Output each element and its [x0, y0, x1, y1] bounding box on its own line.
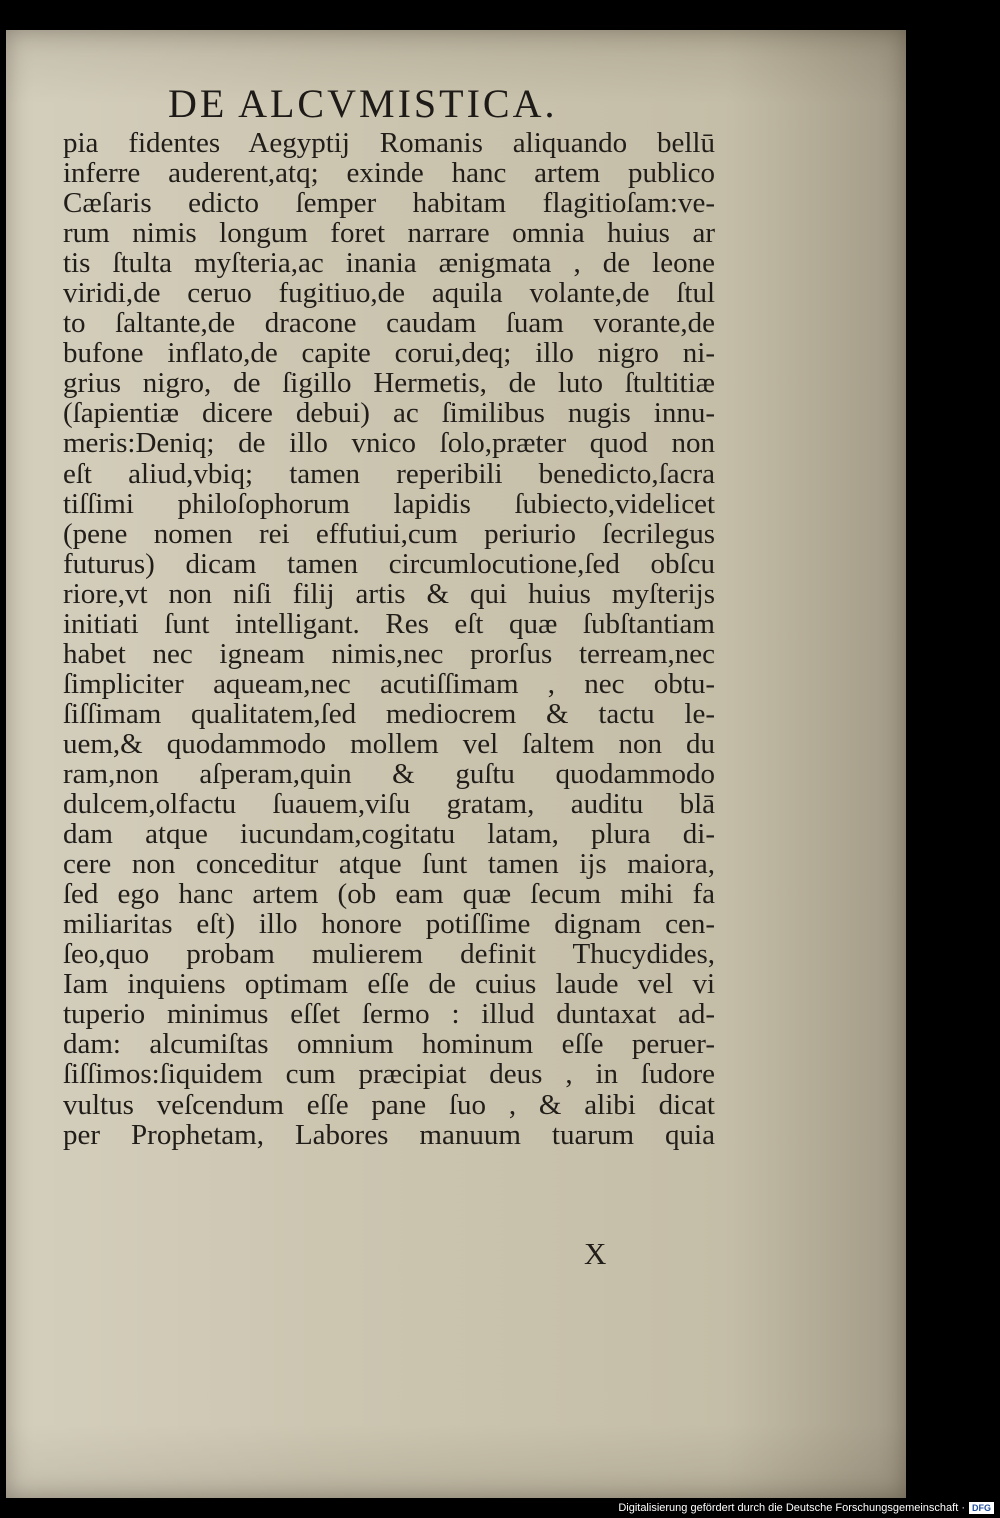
book-page — [6, 30, 906, 1498]
text-line: to ſaltante,de dracone caudam ſuam vorante,de — [63, 308, 715, 339]
text-line: riore,vt non niſi filij artis & qui huius myſterijs — [63, 578, 715, 609]
text-line: (pene nomen rei effutiui,cum periurio ſecrilegus — [63, 518, 715, 549]
signature-mark: X — [584, 1236, 607, 1271]
text-line: ſimpliciter aqueam,nec acutiſſimam , nec obtu- — [63, 668, 715, 699]
text-line: pia fidentes Aegyptij Romanis aliquando bellū — [63, 128, 715, 159]
text-line: habet nec igneam nimis,nec prorſus terream,nec — [63, 638, 715, 669]
text-line: dulcem,olfactu ſuauem,viſu gratam, auditu blā — [63, 789, 715, 820]
text-line: meris:Deniq; de illo vnico ſolo,præter quod non — [63, 428, 715, 459]
text-line: rum nimis longum foret narrare omnia huius ar — [63, 218, 715, 249]
body-text — [63, 128, 715, 1150]
text-line: dam: alcumiſtas omnium hominum eſſe peruer- — [63, 1029, 715, 1060]
text-line: dam atque iucundam,cogitatu latam, plura di- — [63, 819, 715, 850]
text-line: ſiſſimos:ſiquidem cum præcipiat deus , in ſudore — [63, 1059, 715, 1090]
text-line: futurus) dicam tamen circumlocutione,ſed obſcu — [63, 548, 715, 579]
text-line: tis ſtulta myſteria,ac inania ænigmata , de leone — [63, 248, 715, 279]
text-line: ſiſſimam qualitatem,ſed mediocrem & tactu le- — [63, 698, 715, 729]
text-line: ram,non aſperam,quin & guſtu quodammodo — [63, 758, 715, 790]
text-line: viridi,de ceruo fugitiuo,de aquila volante,de ſtul — [63, 278, 715, 309]
dfg-logo-icon: DFG — [969, 1502, 994, 1514]
text-line: vultus veſcendum eſſe pane ſuo , & alibi dicat — [63, 1089, 715, 1120]
text-line: Cæſaris edicto ſemper habitam flagitioſam:ve- — [63, 188, 715, 219]
text-line: tiſſimi philoſophorum lapidis ſubiecto,videlicet — [63, 488, 715, 519]
text-line: per Prophetam, Labores manuum tuarum quia — [63, 1119, 715, 1150]
text-line: initiati ſunt intelligant. Res eſt quæ ſubſtantiam — [63, 608, 715, 639]
text-line: inferre auderent,atq; exinde hanc artem publico — [63, 158, 715, 189]
text-line: tuperio minimus eſſet ſermo : illud duntaxat ad- — [63, 999, 715, 1030]
text-line: (ſapientiæ dicere debui) ac ſimilibus nugis innu- — [63, 398, 715, 429]
text-line: grius nigro, de ſigillo Hermetis, de luto ſtultitiæ — [63, 368, 715, 399]
text-line: Iam inquiens optimam eſſe de cuius laude vel vi — [63, 969, 715, 1000]
running-head: DE ALCVMISTICA. — [168, 81, 558, 126]
text-line: cere non conceditur atque ſunt tamen ijs maiora, — [63, 849, 715, 880]
text-line: ſed ego hanc artem (ob eam quæ ſecum mihi fa — [63, 879, 715, 910]
digitization-credit — [618, 1500, 994, 1516]
text-line: eſt aliud,vbiq; tamen reperibili benedicto,ſacra — [63, 458, 715, 489]
text-line: ſeo,quo probam mulierem definit Thucydides, — [63, 939, 715, 970]
text-line: bufone inflato,de capite corui,deq; illo nigro ni- — [63, 338, 715, 369]
text-line: miliaritas eſt) illo honore potiſſime dignam cen- — [63, 909, 715, 940]
credit-text: Digitalisierung gefördert durch die Deutsche Forschungsgemeinschaft · — [618, 1502, 965, 1514]
text-line: uem,& quodammodo mollem vel ſaltem non du — [63, 728, 715, 759]
